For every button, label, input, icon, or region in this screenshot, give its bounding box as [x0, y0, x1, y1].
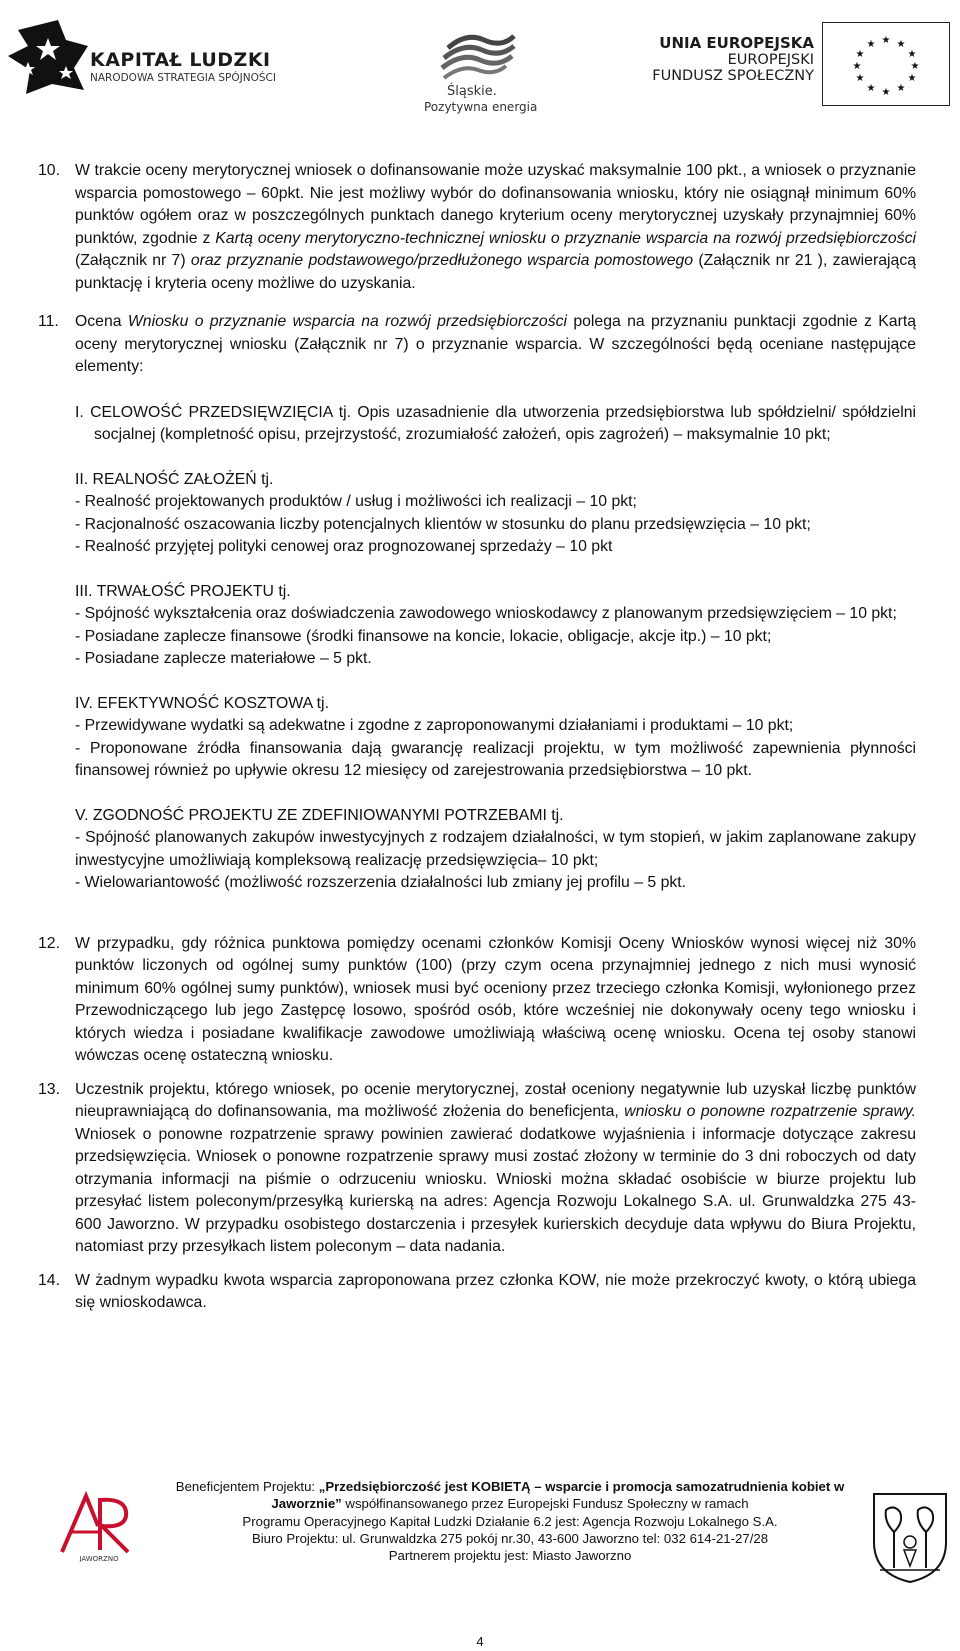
- svg-text:★: ★: [852, 61, 862, 72]
- footer-line-4: Partnerem projektu jest: Miasto Jaworzno: [388, 1548, 632, 1564]
- ue-line-2: EUROPEJSKI: [727, 52, 814, 68]
- section-heading: III. TRWAŁOŚĆ PROJEKTU tj.: [75, 582, 291, 600]
- kl-title: KAPITAŁ LUDZKI: [90, 49, 271, 71]
- footer-line-1: [150, 1478, 870, 1513]
- paragraph-number: 12.: [38, 934, 60, 952]
- p11-text-c: polega na przyznaniu punktacji zgodnie z Kartą oceny merytorycznej wniosku (Załącznik nr 7) o przyznanie wsparcia. W szczególności będą oceniane następujące elementy:: [75, 313, 916, 375]
- svg-text:★: ★: [855, 49, 865, 60]
- svg-text:★: ★: [855, 73, 865, 84]
- list-item: - Spójność wykształcenia oraz doświadczenia zawodowego wnioskodawcy z planowanym przedsięwzięciem – 10 pkt;: [75, 605, 897, 622]
- list-item: - Realność projektowanych produktów / usług i możliwości ich realizacji – 10 pkt;: [75, 493, 637, 510]
- svg-text:★: ★: [907, 73, 917, 84]
- arl-logo-text: JAWORZNO: [79, 1555, 119, 1562]
- section-heading: II. REALNOŚĆ ZAŁOŻEŃ tj.: [75, 470, 274, 488]
- paragraph-number: 10.: [38, 162, 60, 179]
- document-body: [38, 160, 916, 1315]
- p10-text-e: (Załącznik nr 21 ), zawierającą punktację i kryteria oceny możliwe do uzyskania.: [75, 252, 916, 292]
- paragraph-10: [38, 160, 916, 295]
- section-heading: V. ZGODNOŚĆ PROJEKTU ZE ZDEFINIOWANYMI POTRZEBAMI tj.: [75, 806, 564, 824]
- footer-beneficiary-label: Beneficjentem Projektu:: [175, 1479, 319, 1494]
- footer-text: [150, 1478, 870, 1564]
- p13-text-c: Wniosek o ponowne rozpatrzenie sprawy powinien zawierać dodatkowe wyjaśnienia i informacje dotyczące zakresu przedsięwzięcia. Wniosek o ponowne rozpatrzenie sprawy musi zostać złożony w terminie do 3 dni roboczych od daty otrzymania informacji na piśmie o odrzuceniu wniosku. Wnioski można składać osobiście w biurze projektu lub przesyłać listem poleconym/przesyłką kurierską na adres: Agencja Rozwoju Lokalnego S.A. ul. Grunwaldzka 275 43-600 Jaworzno. W przypadku osobistego dostarczenia i przesyłek kurierskich decyduje data wpływu do Biura Projektu, natomiast przy przesyłkach listem poleconym – data nadania.: [75, 1125, 916, 1255]
- ue-text: [652, 34, 814, 84]
- ue-line-3: FUNDUSZ SPOŁECZNY: [652, 68, 814, 84]
- svg-text:★: ★: [881, 35, 891, 46]
- eu-flag-icon: [822, 22, 950, 106]
- p10-text-b: Kartą oceny merytoryczno-technicznej wniosku o przyznanie wsparcia na rozwój przedsiębiorczości: [215, 229, 916, 247]
- footer-line-3: Biuro Projektu: ul. Grunwaldzka 275 pokój nr.30, 43-600 Jaworzno tel: 032 614-21-27/28: [251, 1530, 769, 1546]
- p10-text-a: W trakcie oceny merytorycznej wniosek o dofinansowanie może uzyskać maksymalnie 100 pkt., a wniosek o przyznanie wsparcia pomostowego – 60pkt. Nie jest możliwy wybór do dofinansowania wniosku, który nie osiągnął minimum 60% punktów ogółem oraz w poszczególnych punktach danego kryterium oceny merytorycznej uzyskały przynajmniej 60% punktów, zgodnie z: [75, 162, 916, 247]
- footer-line-2: Programu Operacyjnego Kapitał Ludzki Działanie 6.2 jest: Agencja Rozwoju Lokalnego S.A.: [242, 1513, 778, 1529]
- p10-text-c: (Załącznik nr 7): [75, 252, 191, 269]
- paragraph-number: 13.: [38, 1080, 60, 1098]
- list-item: - Posiadane zaplecze finansowe (środki finansowe na koncie, lokacie, obligacje, akcje itp.) – 10 pkt;: [75, 627, 772, 645]
- paragraph-14: [38, 1270, 916, 1315]
- svg-text:★: ★: [866, 83, 876, 94]
- jaworzno-coat-of-arms-icon: [866, 1488, 954, 1586]
- arl-logo: [56, 1486, 142, 1562]
- svg-text:★: ★: [896, 83, 906, 94]
- p13-text-b: wniosku o ponowne rozpatrzenie sprawy.: [624, 1103, 917, 1120]
- svg-text:★: ★: [896, 39, 906, 50]
- p13-text-a: Uczestnik projektu, którego wniosek, po ocenie merytorycznej, został oceniony negatywnie lub uzyskał liczbę punktów nieuprawniającą do dofinansowania, ma możliwość złożenia do beneficjenta,: [75, 1080, 916, 1120]
- slaskie-slogan: Pozytywna energia: [424, 100, 538, 114]
- svg-text:★: ★: [866, 39, 876, 50]
- section-efektywnosc: [75, 693, 916, 783]
- page-footer: [0, 1478, 960, 1651]
- section-zgodnosc: [75, 805, 916, 895]
- section-text: I. CELOWOŚĆ PRZEDSIĘWZIĘCIA tj. Opis uzasadnienie dla utworzenia przedsiębiorstwa lub spółdzielni/ spółdzielni socjalnej (kompletność opisu, przejrzystość, zrozumiałość założeń, opis zagrożeń) – maksymalnie 10 pkt;: [75, 403, 916, 443]
- p11-text-b: Wniosku o przyznanie wsparcia na rozwój przedsiębiorczości: [127, 313, 568, 330]
- list-item: - Wielowariantowość (możliwość rozszerzenia działalności lub zmiany jej profilu – 5 pkt.: [75, 874, 687, 891]
- p11-text-a: Ocena: [75, 313, 128, 330]
- list-item: - Realność przyjętej polityki cenowej oraz prognozowanej sprzedaży – 10 pkt: [75, 538, 613, 555]
- svg-text:★: ★: [910, 61, 920, 72]
- slaskie-name: Śląskie.: [447, 84, 497, 99]
- paragraph-12: [38, 933, 916, 1068]
- ue-line-1: UNIA EUROPEJSKA: [659, 34, 814, 52]
- paragraph-13: [38, 1079, 916, 1259]
- kl-subtitle: NARODOWA STRATEGIA SPÓJNOŚCI: [90, 72, 276, 84]
- footer-cofinanced: współfinansowanego przez Europejski Fundusz Społeczny w ramach: [341, 1496, 749, 1512]
- p12-text: W przypadku, gdy różnica punktowa pomiędzy ocenami członków Komisji Oceny Wniosków wynosi więcej niż 30% punktów liczonych od ogólnej sumy punktów (100) (przy czym ocena przynajmniej jednego z nich musi wynosić minimum 60% ogólnej sumy punktów), wniosek musi być oceniony przez trzeciego członka Komisji, wyłonionego przez Przewodniczącego lub jego Zastępcę losowo, spośród osób, które wcześniej nie dokonywały oceny tego wniosku i których wiedza i posiadane kwalifikacje zawodowe umożliwiają właściwą ocenę wniosku. Ocena tej osoby stanowi wówczas ocenę ostateczną wniosku.: [75, 934, 916, 1064]
- p10-text-d: oraz przyznanie podstawowego/przedłużonego wsparcia pomostowego: [190, 252, 694, 269]
- svg-text:★: ★: [881, 87, 891, 98]
- section-realnosc: [75, 469, 916, 559]
- footer-project-name: „Przedsiębiorczość jest KOBIETĄ – wsparcie i promocja samozatrudnienia kobiet w Jaworznie”: [271, 1479, 845, 1512]
- paragraph-11: [38, 311, 916, 379]
- svg-text:★: ★: [907, 49, 917, 60]
- list-item: - Spójność planowanych zakupów inwestycyjnych z rodzajem działalności, w tym stopień, w jakim zaplanowane zakupy inwestycyjne umożliwiają kompleksową realizację przedsięwzięcia– 10 pkt;: [75, 829, 916, 869]
- section-celowosc: [75, 402, 916, 447]
- section-trwalosc: [75, 581, 916, 671]
- paragraph-number: 14.: [38, 1271, 60, 1289]
- list-item: - Proponowane źródła finansowania dają gwarancję realizacji projektu, w tym możliwość zapewnienia płynności finansowej również po upływie okresu 12 miesięcy od zarejestrowania przedsiębiorstwa – 10 pkt.: [75, 739, 916, 779]
- kapital-ludzki-text: [90, 49, 276, 84]
- list-item: - Racjonalność oszacowania liczby potencjalnych klientów w stosunku do planu przedsięwzięcia – 10 pkt;: [75, 515, 811, 533]
- list-item: - Przewidywane wydatki są adekwatne i zgodne z zaproponowanymi działaniami i produktami – 10 pkt;: [75, 717, 794, 734]
- p14-text: W żadnym wypadku kwota wsparcia zaproponowana przez członka KOW, nie może przekroczyć kwoty, o którą ubiega się wnioskodawca.: [75, 1271, 916, 1311]
- page-number: 4: [476, 1634, 484, 1649]
- list-item: - Posiadane zaplecze materiałowe – 5 pkt.: [75, 650, 372, 667]
- paragraph-number: 11.: [38, 313, 59, 330]
- page-header: [0, 0, 960, 140]
- section-heading: IV. EFEKTYWNOŚĆ KOSZTOWA tj.: [75, 694, 329, 712]
